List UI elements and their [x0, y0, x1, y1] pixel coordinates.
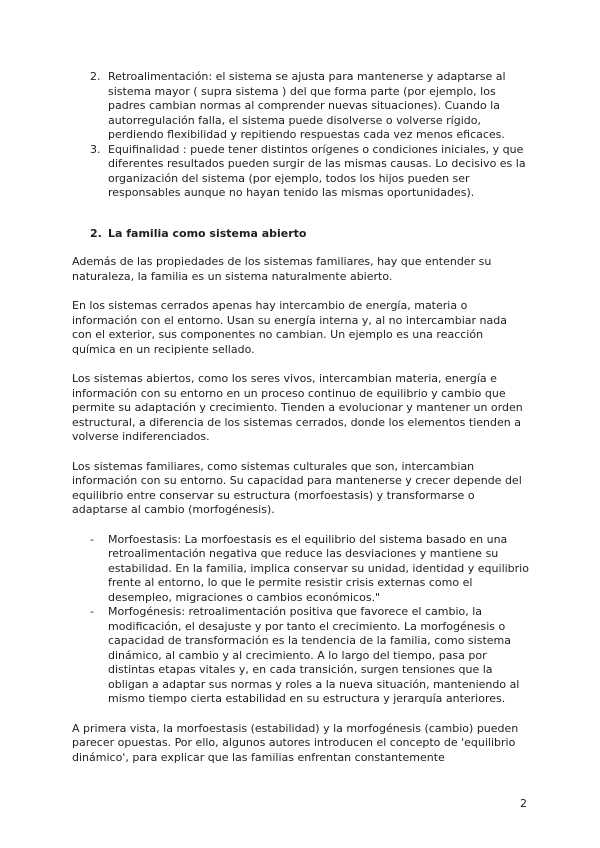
paragraph: A primera vista, la morfoestasis (estabilidad) y la morfogénesis (cambio) pueden parecer opuestas. Por ello, algunos autores introducen el concepto de 'equilibrio dinámico', para explicar que las familias enfrentan constantemente: [72, 721, 519, 764]
page-number: 2: [520, 797, 527, 810]
numbered-list: [72, 70, 530, 201]
paragraph: Además de las propiedades de los sistemas familiares, hay que entender su naturaleza, la familia es un sistema naturalmente abierto.: [72, 255, 492, 283]
document-page: [72, 70, 530, 765]
paragraph: Los sistemas abiertos, como los seres vivos, intercambian materia, energía e información con su entorno en un proceso continuo de equilibrio y cambio que permite su adaptación y crecimiento. Tienden a evolucionar y mantener un orden estructural, a diferencia de los sistemas cerrados, donde los elementos tienden a volverse indiferenciados.: [72, 372, 523, 443]
list-item-text: Morfoestasis: La morfoestasis es el equilibrio del sistema basado en una retroalimentación negativa que reduce las desviaciones y mantiene su estabilidad. En la familia, implica conservar su unidad, identidad y equilibrio frente al entorno, lo que le permite resistir crisis externas como el desempleo, migraciones o cambios económicos.": [108, 532, 529, 604]
section-title: La familia como sistema abierto: [108, 226, 307, 240]
list-item-text: Equifinalidad : puede tener distintos orígenes o condiciones iniciales, y que diferentes resultados pueden surgir de las mismas causas. Lo decisivo es la organización del sistema (por ejemplo, todos los hijos pueden ser responsables aunque no hayan tenido las mismas oportunidades).: [108, 142, 526, 199]
list-item: [72, 143, 530, 201]
section-number: 2.: [90, 226, 102, 240]
dash-marker: -: [90, 605, 94, 618]
list-item: [72, 605, 530, 707]
list-marker: 2.: [90, 70, 101, 83]
dash-marker: -: [90, 532, 94, 546]
bullet-list: [72, 533, 530, 707]
list-marker: 3.: [90, 142, 101, 156]
list-item-text: Morfogénesis: retroalimentación positiva que favorece el cambio, la modificación, el desajuste y por tanto el crecimiento. La morfogénesis o capacidad de transformación es la tendencia de la familia, como sistema dinámico, al cambio y al crecimiento. A lo largo del tiempo, pasa por distintas etapas vitales y, en cada transición, surgen tensiones que la obligan a adaptar sus normas y roles a la nueva situación, manteniendo al mismo tiempo cierta estabilidad en su estructura y jerarquía anteriores.: [108, 605, 520, 705]
list-item: [72, 70, 530, 143]
paragraph: Los sistemas familiares, como sistemas culturales que son, intercambian información con su entorno. Su capacidad para mantenerse y crecer depende del equilibrio entre conservar su estructura (morfoestasis) y transformarse o adaptarse al cambio (morfogénesis).: [72, 459, 522, 516]
paragraph: En los sistemas cerrados apenas hay intercambio de energía, materia o información con el entorno. Usan su energía interna y, al no intercambiar nada con el exterior, sus componentes no cambian. Un ejemplo es una reacción química en un recipiente sellado.: [72, 299, 507, 356]
list-item: [72, 533, 530, 606]
list-item-text: Retroalimentación: el sistema se ajusta para mantenerse y adaptarse al sistema mayor ( supra sistema ) del que forma parte (por ejemplo, los padres cambian normas al comprender nuevas situaciones). Cuando la autorregulación falla, el sistema puede disolverse o volverse rígido, perdiendo flexibilidad y repitiendo respuestas cada vez menos eficaces.: [108, 70, 506, 141]
section-heading: [72, 227, 530, 242]
